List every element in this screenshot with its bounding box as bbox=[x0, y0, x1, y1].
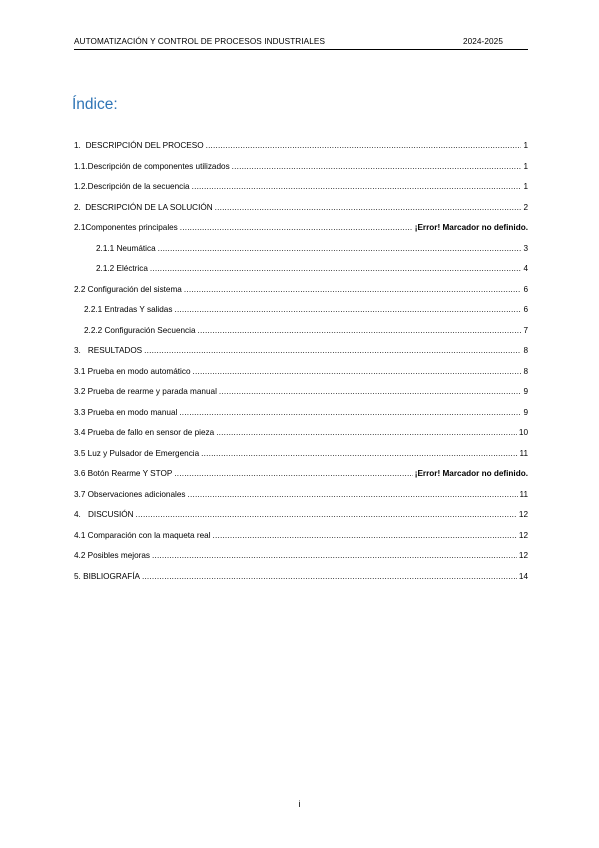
toc-entry[interactable] bbox=[74, 408, 528, 420]
toc-entry-page: 14 bbox=[518, 571, 528, 581]
toc-entry-number: 1.1. bbox=[74, 161, 88, 171]
header-title: AUTOMATIZACIÓN Y CONTROL DE PROCESOS INDUSTRIALES bbox=[74, 37, 326, 46]
toc-leader bbox=[174, 469, 412, 479]
toc-entry[interactable] bbox=[74, 469, 528, 481]
toc-entry-page: 9 bbox=[523, 407, 528, 417]
toc-entry[interactable] bbox=[74, 182, 528, 194]
toc-entry-page: 1 bbox=[523, 182, 528, 191]
toc-entry-page: 12 bbox=[518, 530, 528, 540]
toc-entry-label: 2.1.2 Eléctrica bbox=[96, 264, 148, 273]
toc-entry-number: 3. bbox=[74, 346, 81, 355]
toc-entry-label: 3.4 Prueba de fallo en sensor de pieza bbox=[74, 428, 215, 437]
toc-entry-label: 5. BIBLIOGRAFÍA bbox=[74, 571, 140, 581]
toc-leader bbox=[174, 305, 521, 315]
page-header bbox=[74, 37, 528, 50]
toc-entry[interactable] bbox=[74, 490, 528, 502]
toc-leader bbox=[180, 223, 413, 233]
toc-entry[interactable] bbox=[74, 141, 528, 153]
toc-entry[interactable] bbox=[84, 305, 528, 317]
toc-leader bbox=[150, 264, 522, 274]
toc-entry-page: 11 bbox=[519, 489, 528, 499]
toc-entry-page: 1 bbox=[523, 141, 528, 150]
toc-entry-number: 1.2. bbox=[74, 182, 88, 191]
toc-entry[interactable] bbox=[74, 551, 528, 563]
toc-entry-page: ¡Error! Marcador no definido. bbox=[414, 469, 528, 478]
toc-leader bbox=[192, 182, 522, 192]
toc-entry-label: Descripción de la secuencia bbox=[87, 182, 190, 191]
toc-entry-label: DESCRIPCIÓN DEL PROCESO bbox=[85, 141, 204, 150]
toc-entry-label: Componentes principales bbox=[85, 223, 178, 232]
toc-entry-page: 7 bbox=[523, 325, 528, 335]
toc-entry-page: 1 bbox=[523, 161, 528, 171]
toc-entry-page: 9 bbox=[523, 387, 528, 396]
toc-leader bbox=[188, 490, 518, 500]
toc-entry-label: 3.6 Botón Rearme Y STOP bbox=[74, 469, 173, 478]
toc-leader bbox=[152, 551, 517, 561]
toc-entry-label: 2.2 Configuración del sistema bbox=[74, 284, 182, 294]
toc-entry-label: 2.2.2 Configuración Secuencia bbox=[84, 325, 196, 335]
toc-entry[interactable] bbox=[74, 285, 528, 297]
toc-leader bbox=[219, 387, 522, 397]
toc-leader bbox=[213, 531, 517, 541]
toc-entry-number: 2. bbox=[74, 202, 81, 212]
toc-entry-page: 10 bbox=[518, 428, 528, 437]
toc-entry-label: 3.5 Luz y Pulsador de Emergencia bbox=[74, 448, 200, 458]
toc-entry-label: Descripción de componentes utilizados bbox=[87, 161, 230, 171]
toc-entry[interactable] bbox=[96, 244, 528, 256]
toc-entry[interactable] bbox=[74, 510, 528, 522]
toc-entry-page: 2 bbox=[523, 202, 528, 212]
toc-leader bbox=[201, 449, 517, 459]
toc-leader bbox=[215, 203, 522, 213]
toc-leader bbox=[193, 367, 522, 377]
toc-entry-label: 4.2 Posibles mejoras bbox=[74, 551, 150, 560]
toc-entry[interactable] bbox=[74, 387, 528, 399]
page-number: i bbox=[298, 799, 301, 809]
toc-leader bbox=[198, 326, 522, 336]
toc-leader bbox=[216, 428, 517, 438]
toc-entry-page: 4 bbox=[523, 264, 528, 273]
toc-entry-label: DESCRIPCIÓN DE LA SOLUCIÓN bbox=[85, 202, 213, 212]
toc-entry-label: 3.7 Observaciones adicionales bbox=[74, 489, 186, 499]
toc-entry-label: DISCUSIÓN bbox=[88, 510, 134, 519]
toc-entry[interactable] bbox=[74, 428, 528, 440]
toc-leader bbox=[206, 141, 522, 151]
toc-entry[interactable] bbox=[74, 572, 528, 584]
toc-entry-page: 8 bbox=[523, 346, 528, 355]
toc-entry-page: 8 bbox=[523, 366, 528, 376]
toc-entry[interactable] bbox=[74, 449, 528, 461]
toc-entry[interactable] bbox=[74, 346, 528, 358]
toc-entry-label: 3.3 Prueba en modo manual bbox=[74, 407, 178, 417]
toc-entry[interactable] bbox=[74, 203, 528, 215]
toc-entry-number: 1. bbox=[74, 141, 81, 150]
toc-entry-label: RESULTADOS bbox=[87, 346, 143, 355]
toc-entry-label: 4.1 Comparación con la maqueta real bbox=[74, 530, 211, 540]
toc-leader bbox=[184, 285, 522, 295]
toc-entry-page: 6 bbox=[523, 284, 528, 294]
toc-entry-page: 11 bbox=[519, 448, 528, 458]
toc-entry[interactable] bbox=[84, 326, 528, 338]
toc-entry-page: 12 bbox=[518, 551, 528, 560]
toc-entry[interactable] bbox=[74, 531, 528, 543]
toc-entry-label: 3.1 Prueba en modo automático bbox=[74, 366, 191, 376]
toc-entry[interactable] bbox=[96, 264, 528, 276]
toc-leader bbox=[136, 510, 517, 520]
toc-entry-page: 12 bbox=[518, 510, 528, 519]
header-year: 2024-2025 bbox=[462, 37, 503, 46]
toc-entry-label: 3.2 Prueba de rearme y parada manual bbox=[74, 387, 217, 396]
toc-leader bbox=[144, 346, 521, 356]
toc-entry-number: 4. bbox=[74, 510, 81, 519]
toc-leader bbox=[179, 408, 521, 418]
toc-leader bbox=[232, 162, 522, 172]
toc-entry[interactable] bbox=[74, 162, 528, 174]
toc-leader bbox=[142, 572, 517, 582]
toc-entry[interactable] bbox=[74, 367, 528, 379]
toc-leader bbox=[158, 244, 522, 254]
toc-entry-page: ¡Error! Marcador no definido. bbox=[414, 223, 528, 232]
toc-entry-label: 2.2.1 Entradas Y salidas bbox=[84, 305, 173, 314]
toc-title: Índice: bbox=[72, 96, 118, 113]
toc-entry-number: 2.1 bbox=[74, 223, 86, 232]
toc-entry-label: 2.1.1 Neumática bbox=[96, 243, 156, 253]
toc-entry-page: 3 bbox=[523, 243, 528, 253]
toc-entry-page: 6 bbox=[523, 305, 528, 314]
toc-entry[interactable] bbox=[74, 223, 528, 235]
